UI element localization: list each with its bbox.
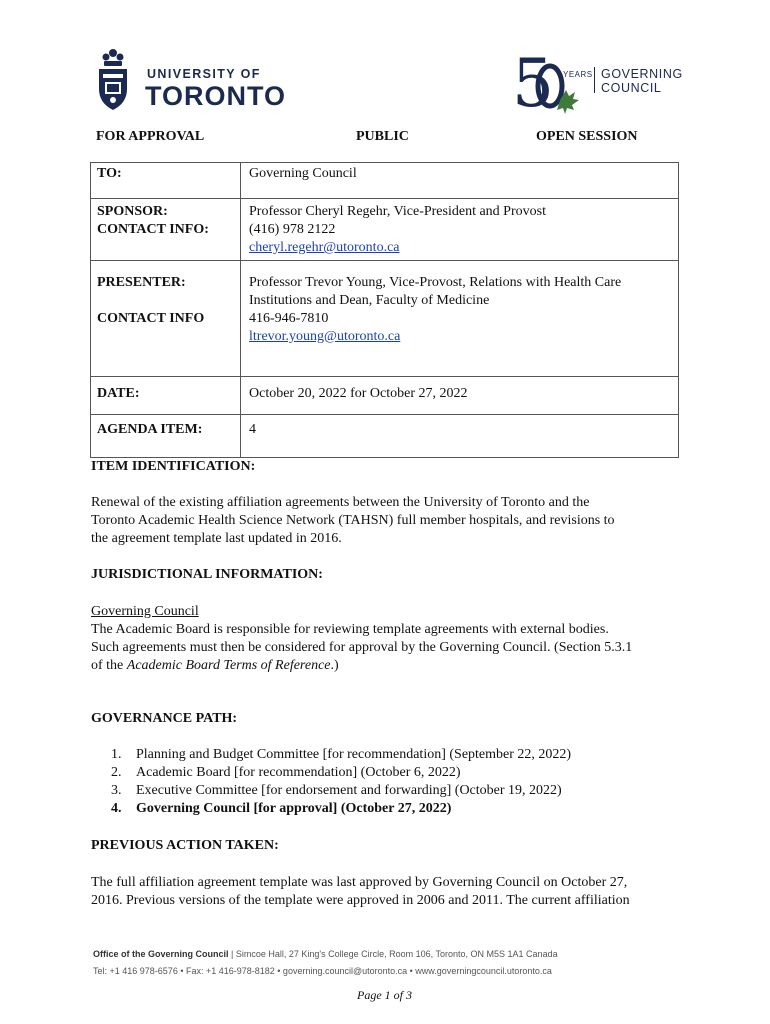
presenter-phone: 416-946-7810: [249, 311, 329, 326]
gc-wordmark: [601, 67, 683, 95]
table-column-divider: [240, 163, 241, 457]
sponsor-name: Professor Cheryl Regehr, Vice-President and Provost: [249, 204, 546, 219]
list-item: [111, 746, 571, 764]
presenter-title-line1: Professor Trevor Young, Vice-Provost, Relations with Health Care: [249, 275, 622, 290]
list-number: 4.: [111, 801, 122, 816]
footer-address: | Simcoe Hall, 27 King's College Circle, Room 106, Toronto, ON M5S 1A1 Canada: [231, 949, 558, 959]
presenter-label: PRESENTER:: [97, 275, 186, 290]
public-label: PUBLIC: [356, 129, 409, 144]
sponsor-label: SPONSOR:: [97, 204, 168, 219]
body-text: .): [330, 658, 339, 673]
presenter-details: [249, 274, 621, 346]
jurisdictional-subheading: Governing Council: [91, 604, 199, 619]
table-row-divider: [91, 414, 678, 415]
item-identification-body: [91, 494, 615, 548]
gc-logo-divider: [594, 67, 595, 93]
sponsor-phone: (416) 978 2122: [249, 222, 336, 237]
list-item: [111, 764, 571, 782]
page-number: Page 1 of 3: [357, 988, 412, 1002]
body-line: Such agreements must then be considered for approval by the Governing Council. (Section 5.3.1: [91, 640, 633, 655]
agenda-item-label: AGENDA ITEM:: [97, 422, 203, 437]
sponsor-details: [249, 203, 546, 257]
item-identification-heading: ITEM IDENTIFICATION:: [91, 459, 256, 474]
list-text: Executive Committee [for endorsement and forwarding] (October 19, 2022): [136, 783, 562, 798]
date-label: DATE:: [97, 386, 140, 401]
body-line: [91, 657, 632, 675]
jurisdictional-body: [91, 603, 632, 675]
list-text: Academic Board [for recommendation] (October 6, 2022): [136, 765, 461, 780]
open-session-label: OPEN SESSION: [536, 129, 638, 144]
table-row-divider: [91, 260, 678, 261]
governance-path-heading: GOVERNANCE PATH:: [91, 711, 238, 726]
gc-wordmark-line2: COUNCIL: [601, 81, 662, 95]
body-line: the agreement template last updated in 2016.: [91, 531, 342, 546]
list-text: Planning and Budget Committee [for recommendation] (September 22, 2022): [136, 747, 572, 762]
date-value: October 20, 2022 for October 27, 2022: [249, 386, 468, 401]
terms-of-reference-title: Academic Board Terms of Reference: [126, 658, 331, 673]
governance-path-list: [111, 746, 571, 818]
list-number: 2.: [111, 765, 122, 780]
previous-action-body: [91, 874, 630, 910]
uoft-wordmark-line2: TORONTO: [145, 81, 287, 111]
body-line: Toronto Academic Health Science Network (TAHSN) full member hospitals, and revisions to: [91, 513, 615, 528]
agenda-item-value: 4: [249, 422, 256, 437]
sponsor-labels: [97, 203, 209, 239]
governing-council-50-years-logo: [512, 44, 592, 122]
gc-wordmark-line1: GOVERNING: [601, 67, 683, 81]
to-label: TO:: [97, 166, 122, 181]
body-line: The full affiliation agreement template was last approved by Governing Council on October 27,: [91, 875, 628, 890]
uoft-wordmark-line1: UNIVERSITY OF: [147, 67, 261, 81]
table-row-divider: [91, 198, 678, 199]
footer-office-name: Office of the Governing Council: [93, 949, 229, 959]
presenter-title-line2: Institutions and Dean, Faculty of Medicine: [249, 293, 490, 308]
body-line: Renewal of the existing affiliation agreements between the University of Toronto and the: [91, 495, 590, 510]
body-text: of the: [91, 658, 127, 673]
for-approval-label: FOR APPROVAL: [96, 129, 205, 144]
uoft-crest-logo: [96, 47, 130, 113]
jurisdictional-heading: JURISDICTIONAL INFORMATION:: [91, 567, 323, 582]
body-line: The Academic Board is responsible for reviewing template agreements with external bodies.: [91, 622, 609, 637]
presenter-contact-label: CONTACT INFO: [97, 311, 205, 326]
footer-office-line: [93, 949, 558, 959]
sponsor-contact-label: CONTACT INFO:: [97, 222, 209, 237]
previous-action-heading: PREVIOUS ACTION TAKEN:: [91, 838, 279, 853]
svg-text:5: 5: [512, 45, 554, 122]
sponsor-email-link[interactable]: cheryl.regehr@utoronto.ca: [249, 240, 400, 255]
list-number: 1.: [111, 747, 122, 762]
gc-years-label: YEARS: [563, 70, 593, 79]
to-value: Governing Council: [249, 166, 357, 181]
table-row-divider: [91, 376, 678, 377]
list-item: [111, 800, 571, 818]
list-number: 3.: [111, 783, 122, 798]
footer-contact-line: Tel: +1 416 978-6576 • Fax: +1 416-978-8182 • governing.council@utoronto.ca • www.governingcouncil.utoronto.ca: [93, 966, 552, 976]
list-item: [111, 782, 571, 800]
body-line: 2016. Previous versions of the template were approved in 2006 and 2011. The current affiliation: [91, 893, 630, 908]
presenter-email-link[interactable]: ltrevor.young@utoronto.ca: [249, 329, 401, 344]
list-text: Governing Council [for approval] (October 27, 2022): [136, 801, 452, 816]
